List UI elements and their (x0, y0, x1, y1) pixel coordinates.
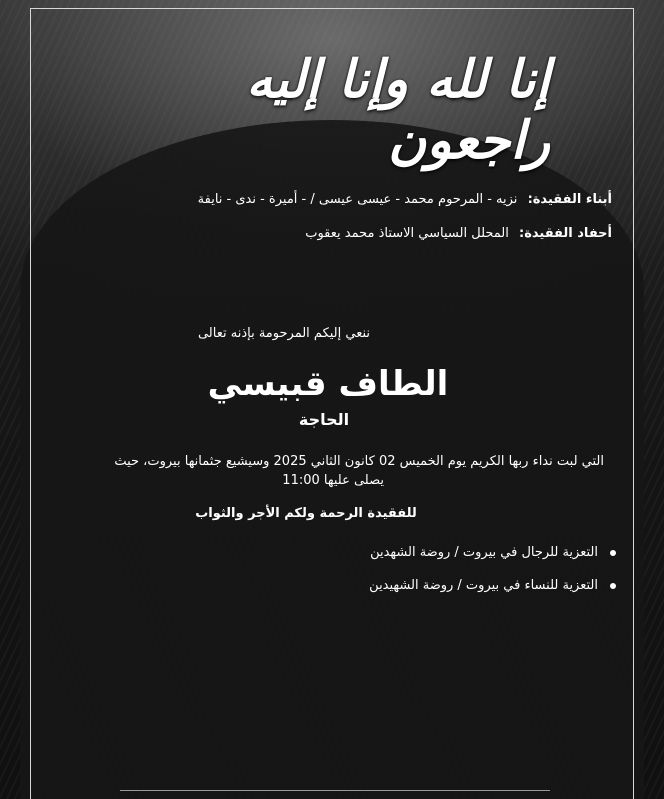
condolence-item (370, 545, 616, 560)
announcement-text: ننعي إليكم المرحومة بإذنه تعالى (197, 326, 371, 341)
deceased-title: الحاجة (298, 410, 350, 429)
sons-label: أبناء الفقيدة: (527, 192, 612, 207)
bullet-icon (610, 550, 616, 556)
condolence-item (369, 578, 616, 593)
deceased-name: الطاف قبيسي (207, 364, 449, 404)
bullet-icon (610, 583, 616, 589)
funeral-description-line-1: التي لبت نداء ربها الكريم يوم الخميس 02 كانون الثاني 2025 وسيشيع جثمانها بيروت، حيث (114, 454, 604, 469)
funeral-description (64, 452, 604, 490)
quran-calligraphy-heading: إنا لله وإنا إليه راجعون (246, 49, 550, 171)
funeral-description-line-2: يصلى عليها 11:00 (282, 473, 384, 488)
grandchildren-value: المحلل السياسي الاستاذ محمد يعقوب (305, 226, 509, 241)
condolence-men-text: التعزية للرجال في بيروت / روضة الشهدين (370, 545, 598, 560)
grandchildren-line (305, 226, 612, 241)
sons-line (198, 192, 612, 207)
condolence-women-text: التعزية للنساء في بيروت / روضة الشهيدين (369, 578, 598, 593)
sons-value: نزيه - المرحوم محمد - عيسى عيسى / - أميرة - ندى - نايفة (197, 192, 518, 207)
mercy-phrase: للفقيدة الرحمة ولكم الأجر والثواب (195, 506, 417, 521)
bottom-divider (120, 790, 550, 791)
grandchildren-label: أحفاد الفقيدة: (519, 226, 612, 241)
